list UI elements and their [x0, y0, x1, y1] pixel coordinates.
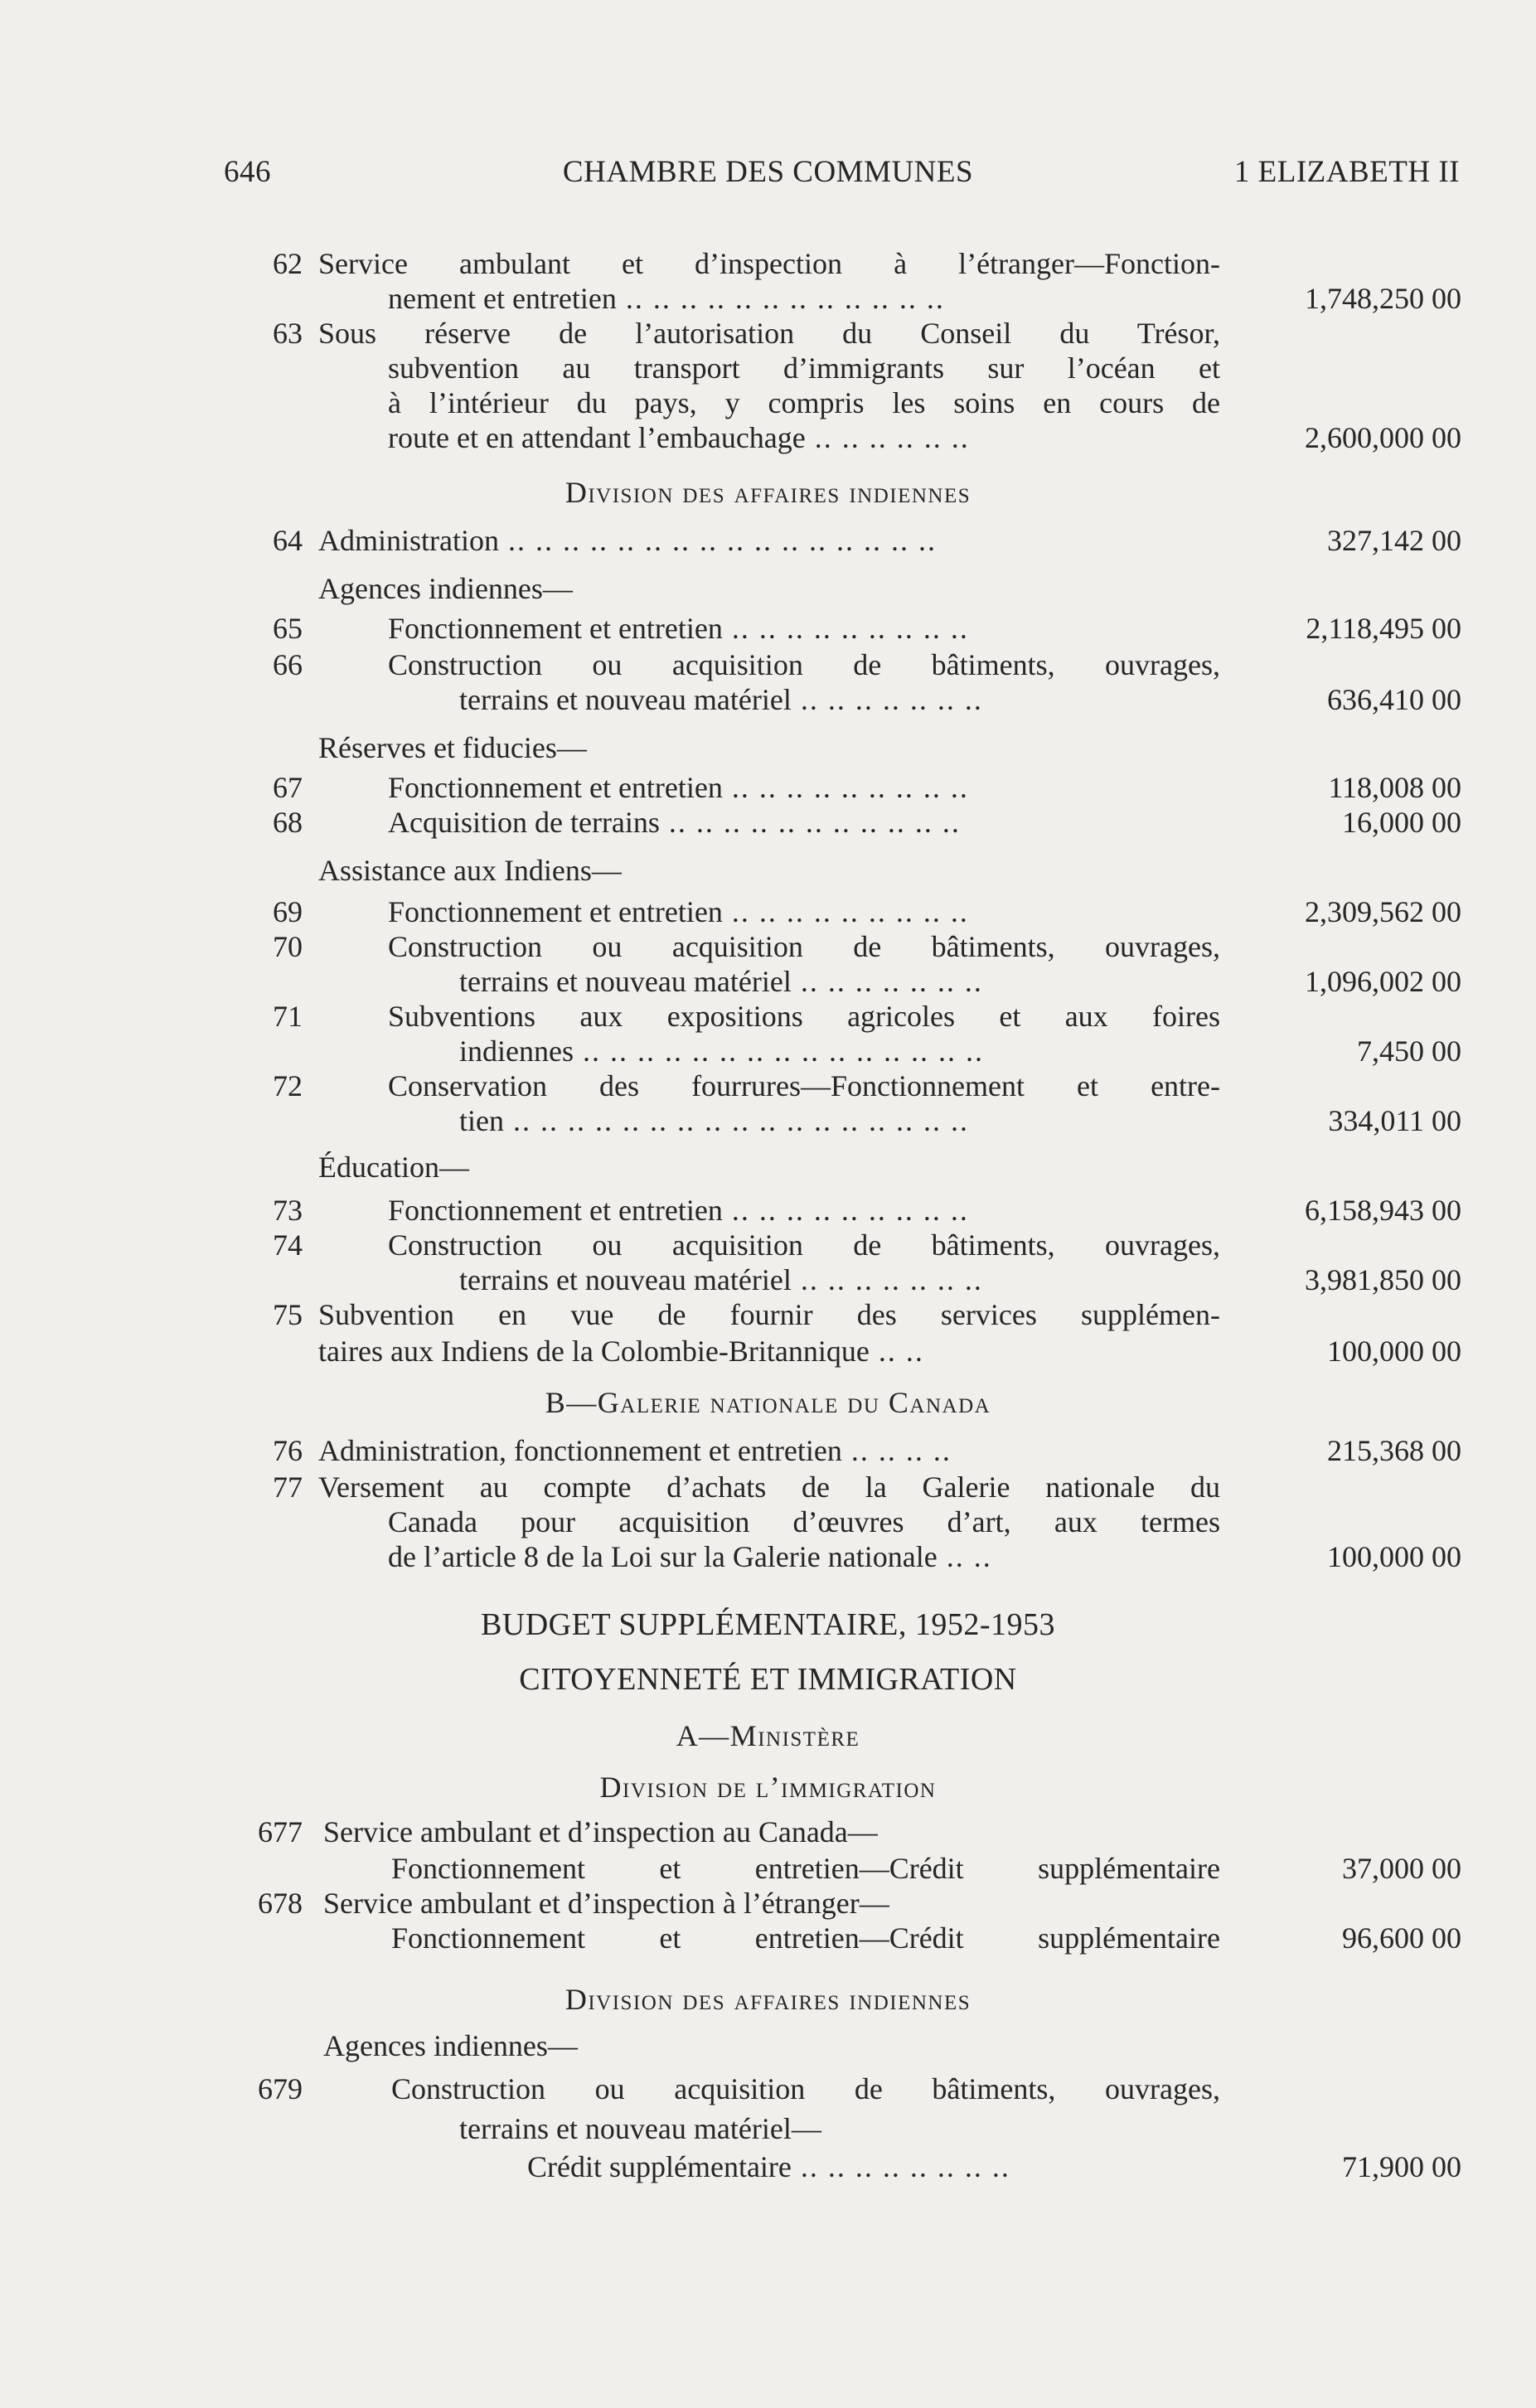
vote-text: Conservation des fourrures—Fonctionnement et entre-: [388, 1069, 1220, 1102]
vote-number: 69: [273, 895, 303, 928]
vote-amount: 118,008 00: [1328, 771, 1461, 804]
vote-number: 75: [273, 1298, 303, 1331]
vote-line: [0, 1538, 1536, 1575]
vote-line: [0, 385, 1536, 421]
section-heading: Division de l’immigration: [599, 1771, 937, 1804]
leader-dots: .. .. .. .. .. .. .. .. .. .. .. .. .. .. .. .. ..: [503, 1104, 969, 1137]
vote-number: 678: [258, 1887, 303, 1920]
page-number: 646: [224, 155, 271, 189]
vote-line: [0, 1296, 1536, 1333]
vote-amount: 6,158,943 00: [1305, 1194, 1461, 1227]
vote-text: Versement au compte d’achats de la Galerie nationale du: [318, 1470, 1220, 1504]
leader-dots: .. ..: [869, 1335, 924, 1368]
leader-dots: .. .. .. ..: [841, 1434, 952, 1467]
vote-number: 679: [258, 2072, 303, 2105]
vote-amount: 2,600,000 00: [1305, 421, 1461, 454]
vote-amount: 37,000 00: [1342, 1852, 1461, 1885]
vote-text: Construction ou acquisition de bâtiments, ouvrages,: [388, 930, 1220, 963]
vote-line: [0, 804, 1536, 841]
vote-number: 66: [273, 648, 303, 681]
vote-line: [0, 963, 1536, 1000]
vote-text: Administration, fonctionnement et entretien .. .. .. ..: [318, 1434, 952, 1467]
vote-line: [0, 769, 1536, 806]
section-heading: A—Ministère: [676, 1719, 860, 1752]
regnal-year: 1 ELIZABETH II: [1233, 155, 1460, 189]
vote-line: [0, 1068, 1536, 1104]
vote-line: [0, 245, 1536, 282]
vote-number: 62: [273, 247, 303, 280]
vote-line: [0, 1192, 1536, 1228]
vote-number: 63: [273, 317, 303, 350]
vote-text: tien .. .. .. .. .. .. .. .. .. .. .. .. .. .. .. .. ..: [459, 1104, 969, 1137]
vote-line: [0, 1885, 1536, 1921]
leader-dots: .. .. .. .. .. ..: [805, 421, 970, 454]
vote-text: Sous réserve de l’autorisation du Conseil du Trésor,: [318, 317, 1220, 350]
vote-text: Administration .. .. .. .. .. .. .. .. .. .. .. .. .. .. .. ..: [318, 524, 937, 557]
vote-amount: 16,000 00: [1342, 806, 1461, 839]
vote-number: 677: [258, 1815, 303, 1848]
vote-number: 68: [273, 806, 303, 839]
section-heading: Division des affaires indiennes: [564, 476, 972, 509]
page-header: [0, 154, 1536, 196]
leader-dots: .. .. .. .. .. .. .. .. ..: [722, 771, 969, 804]
leader-dots: .. .. .. .. .. .. .. .. ..: [722, 895, 969, 928]
vote-text: Fonctionnement et entretien .. .. .. .. .. .. .. .. ..: [388, 1194, 969, 1227]
vote-text: de l’article 8 de la Loi sur la Galerie nationale .. ..: [388, 1540, 992, 1573]
vote-text: Fonctionnement et entretien—Crédit supplémentaire: [391, 1921, 1220, 1955]
group-heading: Assistance aux Indiens—: [318, 854, 622, 887]
vote-line: [0, 928, 1536, 965]
leader-dots: .. .. .. .. .. .. .. .. .. .. ..: [659, 806, 961, 839]
leader-dots: .. .. .. .. .. .. .. .. .. .. .. .. .. .. .. ..: [499, 524, 937, 557]
vote-text: Acquisition de terrains .. .. .. .. .. .. .. .. .. .. ..: [388, 806, 961, 839]
vote-text: terrains et nouveau matériel .. .. .. .. .. .. ..: [459, 965, 983, 998]
vote-amount: 334,011 00: [1328, 1104, 1461, 1137]
vote-number: 70: [273, 930, 303, 963]
vote-number: 77: [273, 1470, 303, 1504]
vote-text: terrains et nouveau matériel—: [459, 2112, 821, 2145]
vote-text: Service ambulant et d’inspection à l’étranger—: [323, 1887, 889, 1920]
vote-line: [0, 2110, 1536, 2147]
leader-dots: .. .. .. .. .. .. ..: [791, 965, 983, 998]
leader-dots: .. .. .. .. .. .. .. .. .. .. .. ..: [616, 282, 945, 315]
vote-amount: 1,096,002 00: [1305, 965, 1461, 998]
vote-text: subvention au transport d’immigrants sur l’océan et: [388, 351, 1220, 385]
vote-line: [0, 2149, 1536, 2185]
vote-line: [0, 1033, 1536, 1069]
leader-dots: .. .. .. .. .. .. ..: [791, 1263, 983, 1296]
vote-text: Construction ou acquisition de bâtiments, ouvrages,: [388, 648, 1220, 681]
vote-line: [0, 1504, 1536, 1540]
vote-line: [0, 1262, 1536, 1298]
vote-number: 65: [273, 612, 303, 645]
vote-text: route et en attendant l’embauchage .. .. .. .. .. ..: [388, 421, 970, 454]
vote-line: [0, 1102, 1536, 1139]
group-heading: Éducation—: [318, 1151, 469, 1184]
vote-amount: 7,450 00: [1357, 1034, 1461, 1068]
vote-line: [0, 1814, 1536, 1850]
vote-number: 76: [273, 1434, 303, 1467]
vote-line: [0, 1333, 1536, 1369]
vote-line: [0, 1920, 1536, 1956]
vote-line: [0, 350, 1536, 386]
vote-text: Construction ou acquisition de bâtiments, ouvrages,: [388, 1228, 1220, 1262]
vote-line: [0, 1469, 1536, 1505]
section-heading: B—Galerie nationale du Canada: [545, 1386, 991, 1419]
vote-number: 74: [273, 1228, 303, 1262]
vote-text: Service ambulant et d’inspection au Canada—: [323, 1815, 878, 1848]
vote-number: 67: [273, 771, 303, 804]
vote-amount: 100,000 00: [1327, 1335, 1461, 1368]
vote-line: [0, 681, 1536, 718]
vote-line: [0, 998, 1536, 1034]
vote-text: Fonctionnement et entretien—Crédit supplémentaire: [391, 1852, 1220, 1885]
vote-line: [0, 280, 1536, 317]
vote-line: [0, 419, 1536, 456]
vote-line: [0, 2071, 1536, 2107]
vote-text: indiennes .. .. .. .. .. .. .. .. .. .. .. .. .. .. ..: [459, 1034, 984, 1068]
vote-text: Construction ou acquisition de bâtiments, ouvrages,: [391, 2072, 1220, 2105]
vote-text: taires aux Indiens de la Colombie-Britannique .. ..: [318, 1335, 924, 1368]
leader-dots: .. .. .. .. .. .. .. .. ..: [722, 612, 969, 645]
budget-heading: BUDGET SUPPLÉMENTAIRE, 1952-1953: [480, 1607, 1056, 1642]
vote-text: terrains et nouveau matériel .. .. .. .. .. .. ..: [459, 683, 983, 716]
vote-line: [0, 522, 1536, 559]
vote-number: 64: [273, 524, 303, 557]
running-title: CHAMBRE DES COMMUNES: [562, 155, 974, 189]
vote-amount: 71,900 00: [1342, 2150, 1461, 2183]
group-heading: Agences indiennes—: [318, 572, 573, 605]
leader-dots: .. .. .. .. .. .. .. ..: [791, 2150, 1010, 2183]
vote-line: [0, 1227, 1536, 1263]
leader-dots: .. ..: [937, 1540, 992, 1573]
vote-text: à l’intérieur du pays, y compris les soins en cours de: [388, 386, 1220, 419]
vote-line: [0, 647, 1536, 683]
vote-line: [0, 1850, 1536, 1887]
vote-amount: 2,118,495 00: [1306, 612, 1461, 645]
vote-line: [0, 1432, 1536, 1469]
vote-text: Service ambulant et d’inspection à l’étranger—Fonction-: [318, 247, 1220, 280]
vote-line: [0, 315, 1536, 351]
vote-amount: 1,748,250 00: [1305, 282, 1461, 315]
vote-text: nement et entretien .. .. .. .. .. .. .. .. .. .. .. ..: [388, 282, 945, 315]
department-heading: CITOYENNETÉ ET IMMIGRATION: [519, 1662, 1017, 1697]
leader-dots: .. .. .. .. .. .. .. .. ..: [722, 1194, 969, 1227]
vote-line: [0, 610, 1536, 647]
vote-amount: 100,000 00: [1327, 1540, 1461, 1573]
vote-line: [0, 894, 1536, 930]
vote-amount: 215,368 00: [1327, 1434, 1461, 1467]
vote-amount: 636,410 00: [1327, 683, 1461, 716]
vote-number: 71: [273, 1000, 303, 1033]
vote-amount: 327,142 00: [1327, 524, 1461, 557]
vote-amount: 3,981,850 00: [1305, 1263, 1461, 1296]
vote-text: Subvention en vue de fournir des services supplémen-: [318, 1298, 1220, 1331]
vote-text: Fonctionnement et entretien .. .. .. .. .. .. .. .. ..: [388, 612, 969, 645]
vote-text: Subventions aux expositions agricoles et aux foires: [388, 1000, 1220, 1033]
vote-amount: 2,309,562 00: [1305, 895, 1461, 928]
vote-number: 73: [273, 1194, 303, 1227]
vote-text: Fonctionnement et entretien .. .. .. .. .. .. .. .. ..: [388, 771, 969, 804]
vote-text: Fonctionnement et entretien .. .. .. .. .. .. .. .. ..: [388, 895, 969, 928]
group-heading: Agences indiennes—: [323, 2029, 578, 2062]
vote-text: Canada pour acquisition d’œuvres d’art, aux termes: [388, 1505, 1220, 1538]
group-heading: Réserves et fiducies—: [318, 731, 587, 764]
leader-dots: .. .. .. .. .. .. .. .. .. .. .. .. .. .. ..: [573, 1034, 984, 1068]
vote-text: terrains et nouveau matériel .. .. .. .. .. .. ..: [459, 1263, 983, 1296]
section-heading: Division des affaires indiennes: [564, 1983, 972, 2016]
vote-text: Crédit supplémentaire .. .. .. .. .. .. .. ..: [527, 2150, 1010, 2183]
vote-amount: 96,600 00: [1342, 1921, 1461, 1955]
vote-number: 72: [273, 1069, 303, 1102]
leader-dots: .. .. .. .. .. .. ..: [791, 683, 983, 716]
